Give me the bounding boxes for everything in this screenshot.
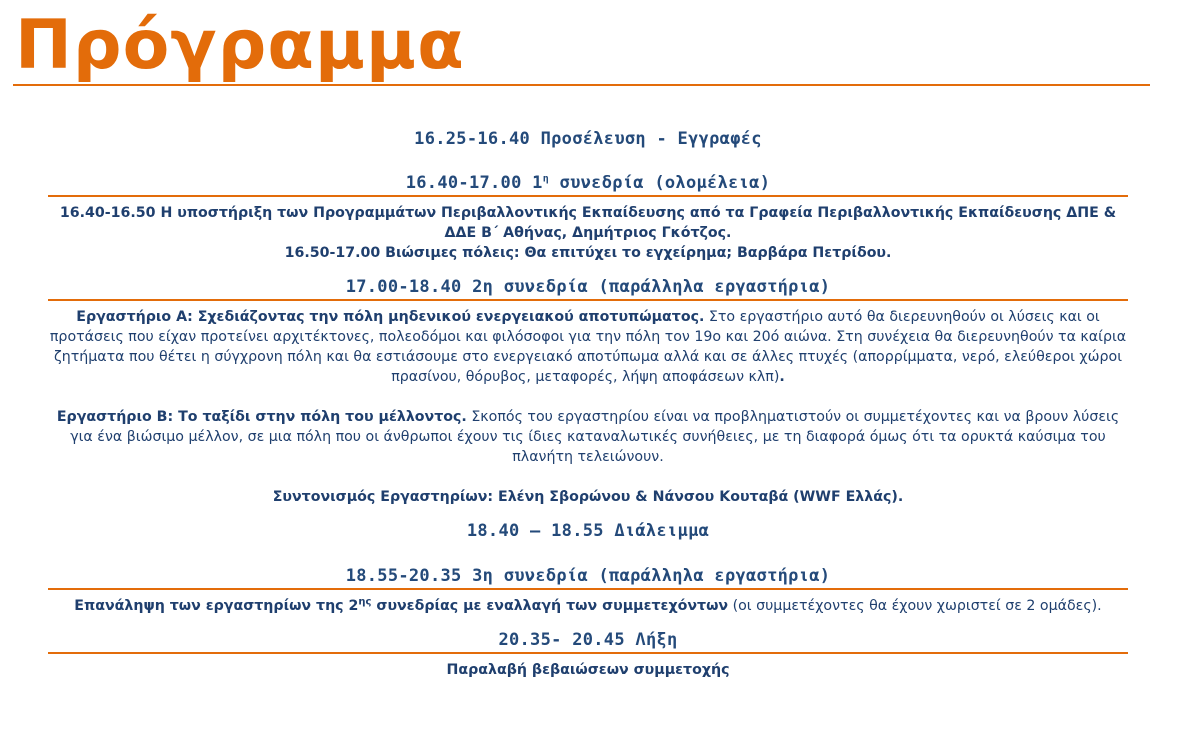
schedule [48, 128, 1128, 680]
session1-talk2: 16.50-17.00 Βιώσιμες πόλεις: Θα επιτύχει το εγχείρημα; Βαρβάρα Πετρίδου. [284, 245, 892, 261]
session3-text-bold-a: Επανάληψη των εργαστηρίων της 2 [74, 598, 359, 614]
workshop-b-title: Εργαστήριο Β: Το ταξίδι στην πόλη του μέλλοντος. [56, 409, 467, 425]
session1-heading-prefix: 16.40-17.00 1 [405, 173, 543, 193]
end-text: Παραλαβή βεβαιώσεων συμμετοχής [446, 662, 730, 678]
session1-heading-sup: η [542, 173, 550, 185]
arrival-heading: 16.25-16.40 Προσέλευση - Εγγραφές [414, 129, 762, 149]
workshop-b [48, 407, 1128, 467]
break-heading: 18.40 – 18.55 Διάλειμμα [466, 521, 710, 541]
session3-heading: 18.55-20.35 3η συνεδρία (παράλληλα εργαστήρια) [48, 565, 1128, 590]
workshop-a-end: . [779, 369, 785, 385]
workshop-a-text: Στο εργαστήριο αυτό θα διερευνηθούν οι λύσεις και οι προτάσεις που είχαν προτείνει αρχιτέκτονες, πολεοδόμοι και φιλόσοφοι για την πόλη τον 19ο και 20ό αιώνα. Στη συνέχεια θα διερευνηθούν τα καίρια ζητήματα που θέτει η σύγχρονη πόλη και θα εστιάσουμε στο ενεργειακό αποτύπωμα αλλά και σε άλλες πτυχές (απορρίμματα, νερό, ελεύθεροι χώροι πρασίνου, θόρυβος, μεταφορές, λήψη αποφάσεων κλπ) [49, 309, 1127, 385]
page-title: Πρόγραμμα [15, 6, 465, 85]
end-heading: 20.35- 20.45 Λήξη [48, 629, 1128, 654]
workshop-coordination: Συντονισμός Εργαστηρίων: Ελένη Σβορώνου & Νάνσου Κουταβά (WWF Ελλάς). [272, 489, 904, 505]
session1-talk1: 16.40-16.50 Η υποστήριξη των Προγραμμάτων Περιβαλλοντικής Εκπαίδευσης από τα Γραφεία Περιβαλλοντικής Εκπαίδευσης ΔΠΕ & ΔΔΕ Β΄ Αθήνας, Δημήτριος Γκότζος. [59, 205, 1117, 241]
title-divider [13, 84, 1150, 86]
session2-heading: 17.00-18.40 2η συνεδρία (παράλληλα εργαστήρια) [48, 276, 1128, 301]
session3-text-normal: (οι συμμετέχοντες θα έχουν χωριστεί σε 2 ομάδες). [728, 598, 1102, 614]
workshop-a [48, 307, 1128, 387]
workshop-b-text: Σκοπός του εργαστηρίου είναι να προβληματιστούν οι συμμετέχοντες και να βρουν λύσεις για ένα βιώσιμο μέλλον, σε μια πόλη που οι άνθρωποι έχουν τις ίδιες καταναλωτικές συνήθειες, με τη διαφορά όμως ότι τα ορυκτά καύσιμα του πλανήτη τελειώνουν. [70, 409, 1120, 465]
session3-text-bold-b: συνεδρίας με εναλλαγή των συμμετεχόντων [371, 598, 729, 614]
workshop-a-title: Εργαστήριο Α: Σχεδιάζοντας την πόλη μηδενικού ενεργειακού αποτυπώματος. [76, 309, 705, 325]
session1-heading-suffix: συνεδρία (ολομέλεια) [549, 173, 771, 193]
session3-text [48, 596, 1128, 616]
spacer [48, 467, 1128, 487]
session3-text-sup: ης [358, 596, 372, 608]
spacer [48, 387, 1128, 407]
session1-heading [48, 172, 1128, 197]
